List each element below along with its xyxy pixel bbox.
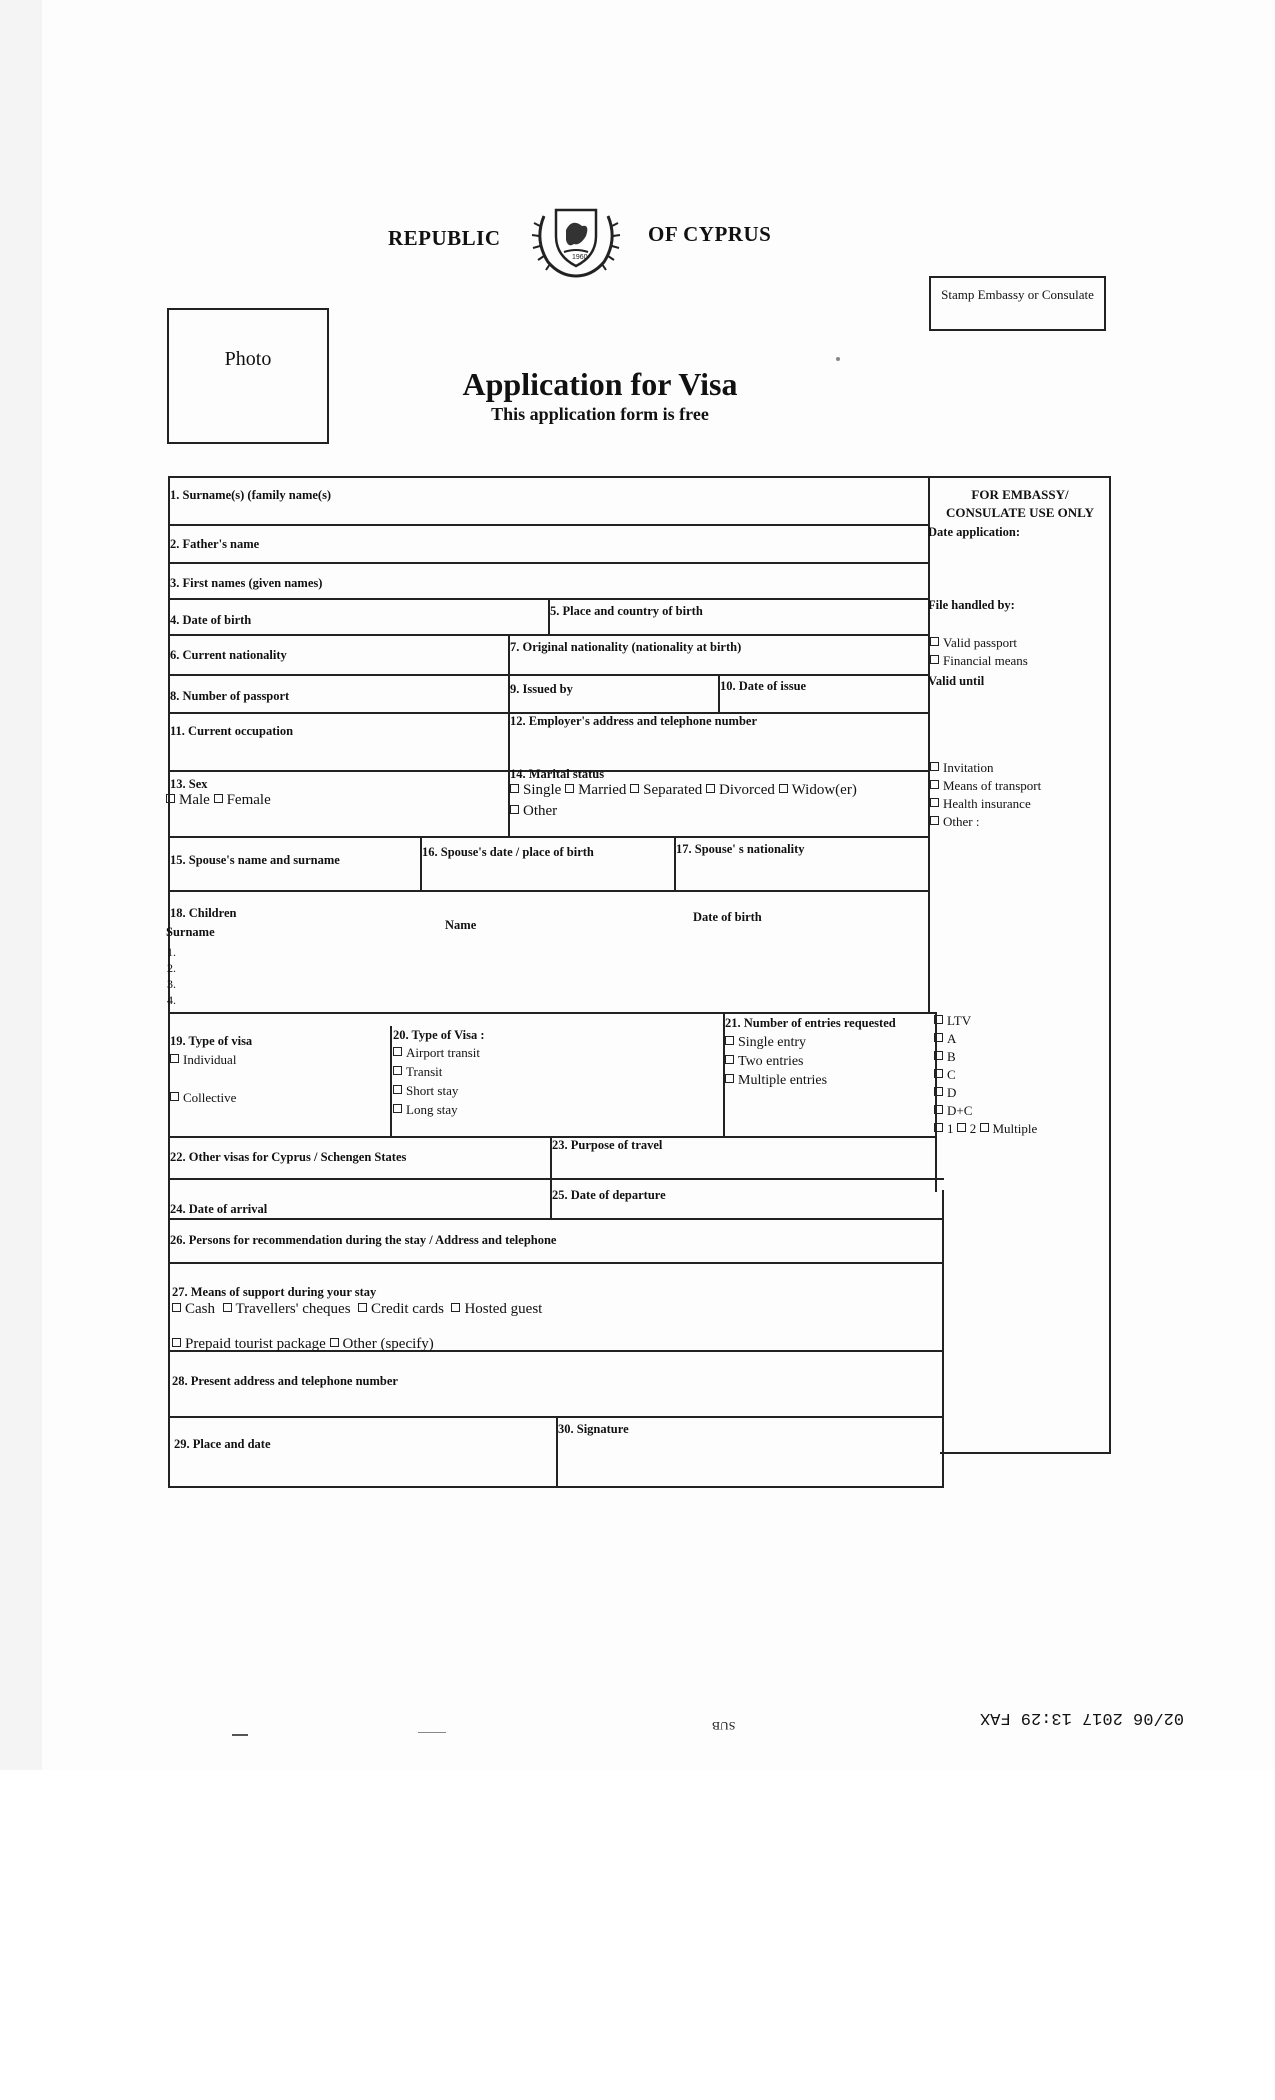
option-female: Female [226,792,271,808]
stamp-box [929,276,1106,331]
checkbox-male[interactable] [166,794,175,803]
checkbox-other-marital[interactable] [510,805,519,814]
checkbox-b[interactable] [934,1051,943,1060]
children-row-2: 2. [167,961,176,975]
checkbox-two-entries[interactable] [725,1055,734,1064]
label-invitation: Invitation [943,760,994,775]
label-valid-passport: Valid passport [943,635,1018,650]
stamp-label: Stamp Embassy or Consulate [941,287,1094,302]
checkbox-long-stay[interactable] [393,1104,402,1113]
option-single-entry: Single entry [738,1035,807,1050]
checkbox-cash[interactable] [172,1303,181,1312]
label-a: A [947,1031,957,1046]
label-ltv: LTV [947,1013,972,1028]
checkbox-collective[interactable] [170,1092,179,1101]
visa-type-airport-transit [393,1043,480,1062]
form-subtitle: This application form is free [491,404,709,424]
checkbox-separated[interactable] [630,784,639,793]
embassy-divider-a [928,476,930,1014]
row-line [170,1012,937,1014]
children-rows [167,944,176,1008]
header-of-cyprus: OF CYPRUS [648,222,772,246]
option-cash: Cash [185,1301,215,1317]
option-other-support: Other (specify) [342,1336,434,1352]
embassy-date-application: Date application: [928,525,1021,539]
checkbox-multiple-entries[interactable] [725,1074,734,1083]
checkbox-credit-cards[interactable] [358,1303,367,1312]
label-embassy-other: Other : [943,814,980,829]
option-divorced: Divorced [719,782,775,798]
option-airport-transit: Airport transit [406,1045,481,1060]
entries-multiple [725,1071,827,1090]
embassy-valid-until: Valid until [928,674,985,688]
checkbox-entries-multiple[interactable] [980,1123,989,1132]
header-republic: REPUBLIC [388,226,501,250]
field-number-of-entries: 21. Number of entries requested [725,1016,896,1030]
field-occupation: 11. Current occupation [170,724,294,738]
support-options-row1 [172,1301,542,1318]
embassy-financial-means [930,652,1028,670]
label-b: B [947,1049,956,1064]
code-a [934,1030,1037,1048]
row-line [170,674,930,676]
field-fathers-name: 2. Father's name [170,537,260,551]
field-issued-by: 9. Issued by [510,682,573,696]
embassy-heading [932,486,1108,522]
row-line [170,562,930,564]
option-travellers-cheques: Travellers' cheques [235,1301,351,1317]
option-multiple-entries: Multiple entries [738,1073,828,1088]
option-individual: Individual [183,1052,237,1067]
scan-mark [418,1732,446,1733]
row-line [170,1218,944,1220]
checkbox-d-plus-c[interactable] [934,1105,943,1114]
code-d [934,1084,1037,1102]
checkbox-married[interactable] [565,784,574,793]
field-spouse-nationality: 17. Spouse' s nationality [676,842,805,856]
photo-box [167,308,329,444]
code-b [934,1048,1037,1066]
field-place-and-date: 29. Place and date [174,1437,271,1451]
field-spouse-birth: 16. Spouse's date / place of birth [422,845,594,859]
field-first-names: 3. First names (given names) [170,576,323,590]
photo-label: Photo [224,348,272,370]
label-entries-1: 1 [947,1121,954,1136]
embassy-means-of-transport [930,777,1041,795]
checkbox-health-insurance[interactable] [930,798,939,807]
row-line [170,598,930,600]
option-male: Male [179,792,210,808]
field-date-of-birth: 4. Date of birth [170,613,252,627]
svg-text:1960: 1960 [572,254,588,261]
option-widower: Widow(er) [791,782,857,798]
col-line [390,1026,392,1138]
visa-type-options [393,1043,480,1119]
checkbox-invitation[interactable] [930,762,939,771]
option-short-stay: Short stay [406,1083,459,1098]
scan-speck [836,357,840,361]
field-type-of-visa-2: 20. Type of Visa : [393,1028,485,1042]
embassy-bottom [940,1452,1111,1454]
checkbox-entries-1[interactable] [934,1123,943,1132]
fax-footer-mark: SUB [712,1719,736,1733]
field-current-nationality: 6. Current nationality [170,648,287,662]
code-d-plus-c [934,1102,1037,1120]
option-separated: Separated [643,782,703,798]
label-d-plus-c: D+C [947,1103,973,1118]
option-prepaid-package: Prepaid tourist package [185,1336,326,1352]
visa-kind-collective [170,1090,236,1106]
embassy-docs [930,634,1028,670]
option-other-marital: Other [523,803,558,819]
checkbox-valid-passport[interactable] [930,637,939,646]
field-spouse-name: 15. Spouse's name and surname [170,853,340,867]
scan-mark [232,1734,248,1736]
fax-header-stamp: 02/06 2017 13:29 FAX [980,1708,1185,1727]
field-type-of-visa: 19. Type of visa [170,1034,253,1048]
option-single: Single [523,782,562,798]
row-line [170,890,930,892]
checkbox-female[interactable] [214,794,223,803]
embassy-file-handled: File handled by: [928,598,1015,612]
field-passport-number: 8. Number of passport [170,689,290,703]
option-long-stay: Long stay [406,1102,458,1117]
field-children: 18. Children [170,906,237,920]
label-c: C [947,1067,956,1082]
option-two-entries: Two entries [738,1054,804,1069]
field-present-address: 28. Present address and telephone number [172,1374,398,1388]
field-purpose-of-travel: 23. Purpose of travel [552,1138,663,1152]
embassy-heading-line1: FOR EMBASSY/ [971,487,1069,502]
field-means-of-support: 27. Means of support during your stay [172,1285,377,1299]
row-line [170,634,930,636]
field-place-of-birth: 5. Place and country of birth [550,604,703,618]
checkbox-d[interactable] [934,1087,943,1096]
entries-single [725,1033,827,1052]
marital-options-row1 [510,782,857,799]
checkbox-divorced[interactable] [706,784,715,793]
checkbox-single[interactable] [510,784,519,793]
field-signature: 30. Signature [558,1422,629,1436]
frame-right [1109,476,1111,1454]
children-row-4: 4. [167,993,176,1007]
entries-two [725,1052,827,1071]
field-date-of-issue: 10. Date of issue [720,679,807,693]
visa-type-transit [393,1062,480,1081]
children-surname-header: Surname [166,925,215,939]
checkbox-means-of-transport[interactable] [930,780,939,789]
checkbox-travellers-cheques[interactable] [223,1303,232,1312]
field-marital-status: 14. Marital status [510,767,605,781]
option-collective: Collective [183,1090,237,1105]
row-line [170,1262,944,1264]
checkbox-individual[interactable] [170,1054,179,1063]
embassy-heading-line2: CONSULATE USE ONLY [945,505,1095,520]
visa-kind-individual [170,1052,236,1068]
checkbox-entries-2[interactable] [957,1123,966,1132]
visa-type-long-stay [393,1100,480,1119]
checkbox-prepaid-package[interactable] [172,1338,181,1347]
frame-top [168,476,1110,478]
checkbox-embassy-other[interactable] [930,816,939,825]
checkbox-other-support[interactable] [330,1338,339,1347]
checkbox-short-stay[interactable] [393,1085,402,1094]
code-entries [934,1120,1037,1138]
label-entries-2: 2 [969,1121,977,1136]
checkbox-hosted-guest[interactable] [451,1303,460,1312]
option-credit-cards: Credit cards [371,1301,444,1317]
row-line [170,1178,944,1180]
marital-options-row2 [510,803,557,820]
children-row-1: 1. [167,945,176,959]
cyprus-coat-of-arms-icon [530,196,622,280]
children-dob-header: Date of birth [693,910,762,924]
embassy-checks [930,759,1041,831]
row-line [170,836,930,838]
label-financial-means: Financial means [943,653,1028,668]
label-d: D [947,1085,957,1100]
field-employer: 12. Employer's address and telephone number [510,714,758,728]
embassy-visa-codes [934,1012,1037,1138]
field-other-visas: 22. Other visas for Cyprus / Schengen States [170,1150,407,1164]
children-name-header: Name [445,918,477,932]
scan-margin [0,0,42,1770]
field-recommendation: 26. Persons for recommendation during the stay / Address and telephone [170,1233,557,1247]
field-sex: 13. Sex [170,777,208,791]
embassy-other [930,813,1041,831]
option-married: Married [578,782,627,798]
field-surname: 1. Surname(s) (family name(s) [170,488,332,502]
code-c [934,1066,1037,1084]
checkbox-financial-means[interactable] [930,655,939,664]
sex-options [166,792,271,809]
embassy-invitation [930,759,1041,777]
checkbox-airport-transit[interactable] [393,1047,402,1056]
field-date-of-arrival: 24. Date of arrival [170,1202,268,1216]
support-options-row2 [172,1336,434,1353]
embassy-valid-passport [930,634,1028,652]
checkbox-transit[interactable] [393,1066,402,1075]
embassy-divider-c [942,1190,944,1488]
code-ltv [934,1012,1037,1030]
field-date-of-departure: 25. Date of departure [552,1188,666,1202]
row-line [170,524,930,526]
label-means-of-transport: Means of transport [943,778,1042,793]
checkbox-widower[interactable] [779,784,788,793]
embassy-health-insurance [930,795,1041,813]
checkbox-c[interactable] [934,1069,943,1078]
label-health-insurance: Health insurance [943,796,1031,811]
option-hosted-guest: Hosted guest [464,1301,543,1317]
checkbox-a[interactable] [934,1033,943,1042]
checkbox-ltv[interactable] [934,1015,943,1024]
option-transit: Transit [406,1064,443,1079]
field-original-nationality: 7. Original nationality (nationality at birth) [510,640,742,654]
checkbox-single-entry[interactable] [725,1036,734,1045]
children-row-3: 3. [167,977,176,991]
label-entries-multiple: Multiple [992,1121,1038,1136]
form-title: Application for Visa [462,366,738,402]
visa-type-short-stay [393,1081,480,1100]
entries-options [725,1033,827,1090]
